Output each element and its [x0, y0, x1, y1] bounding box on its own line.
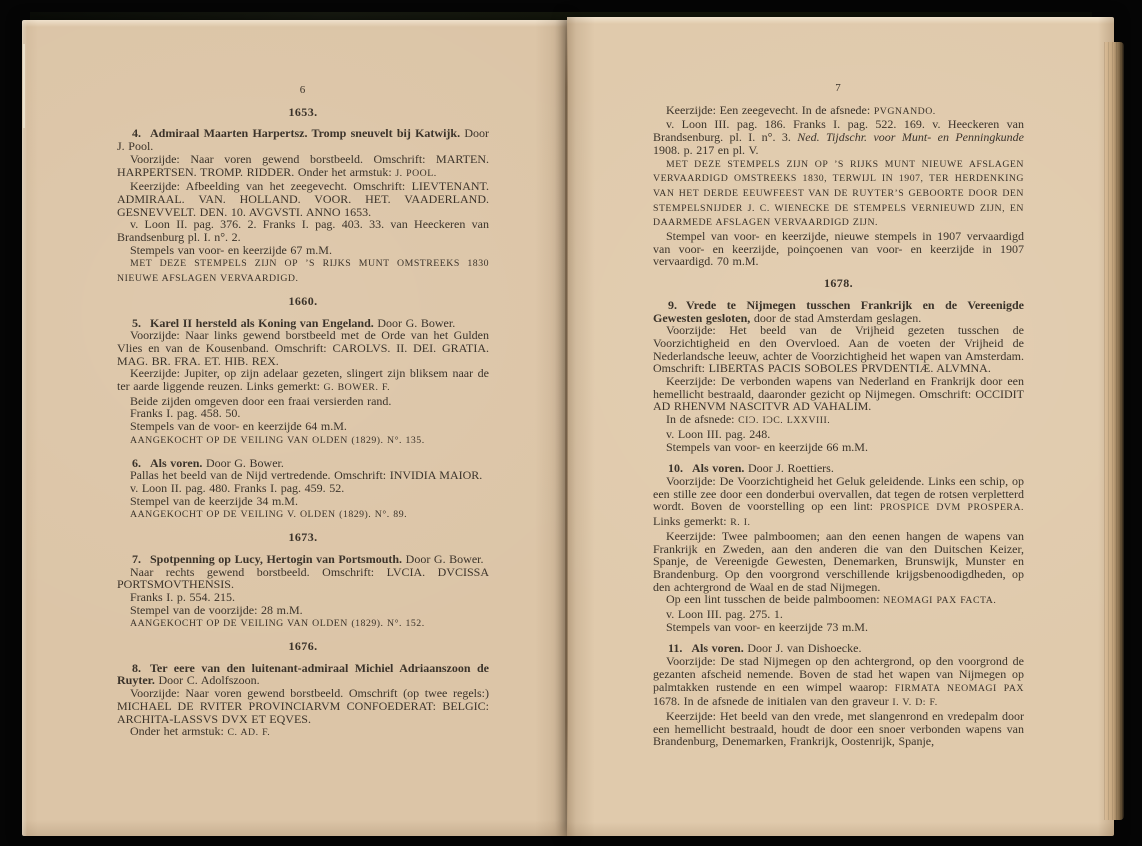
text-run: Voorzijde: De stad Nijmegen op den achtergrond, op den voorgrond de gezanten afscheid nemende. Boven de stad het wapen van Nijmegen op palmtakken rustende en een wimpel waarop: [653, 654, 1024, 694]
text-run: 10. [668, 461, 683, 476]
text-run: Stempel van de voorzijde: 28 m.M. [130, 602, 303, 617]
text-run: Voorzijde: Naar voren gewend borstbeeld. Omschrift: MARTEN. HARPERTSEN. TROMP. RIDDER. Onder het armstuk: [117, 151, 489, 179]
paragraph [653, 530, 1024, 594]
paragraph [117, 256, 489, 285]
text-run: Stempels van voor- en keerzijde 67 m.M. [130, 242, 332, 257]
text-run: Admiraal Maarten Harpertsz. Tromp sneuvelt bij Katwijk. [150, 126, 461, 141]
text-run: Door C. Adolfszoon. [154, 673, 260, 688]
paragraph [653, 413, 1024, 428]
left-page [22, 20, 567, 836]
text-run: CIƆ. IƆC. LXXVIII. [738, 415, 831, 427]
page-stack-edge [1104, 42, 1124, 820]
text-run: Pallas het beeld van de Nijd vertredende. Omschrift: INVIDIA MAIOR. [130, 468, 483, 483]
year-heading: 1676. [288, 639, 318, 654]
paragraph [653, 157, 1024, 231]
right-page [567, 17, 1114, 836]
left-text-block [117, 84, 489, 740]
paragraph [117, 367, 489, 394]
page-edge-highlight [23, 44, 25, 128]
paragraph [653, 230, 1024, 268]
text-run: v. Loon II. pag. 376. 2. Franks I. pag. 403. 33. van Heeckeren van Brandsenburg pl. I. n°. 2. [117, 217, 489, 245]
text-run: G. BOWER. F. [323, 382, 391, 394]
paragraph [117, 329, 489, 367]
text-run: Onder het armstuk: [130, 724, 228, 739]
text-run: Door G. Bower. [373, 315, 456, 330]
text-run: R. I. [730, 517, 751, 529]
text-run: Als voren. [691, 641, 744, 656]
text-run: Stempel van de keerzijde 34 m.M. [130, 493, 298, 508]
paragraph [117, 153, 489, 180]
text-run: 11. [668, 641, 683, 656]
paragraph [117, 566, 489, 591]
text-run: Voorzijde: Naar voren gewend borstbeeld. Omschrift (op twee regels:) MICHAEL DE RVITER PROVINCIARVM CONFOEDERAT: BELGIC: ARCHITA-LASSVS DVX ET EQVES. [117, 686, 489, 726]
text-run: Stempels van de voor- en keerzijde 64 m.M. [130, 419, 347, 434]
text-run: Keerzijde: Het beeld van den vrede, met slangenrond en vredepalm door een hemellicht bestraald, houdt de door een snoer verbonden wapens van Brandenburg, Denemarken, Frankrijk, Oostenrijk, Spanje, [653, 708, 1024, 749]
text-run: I. V. D: F. [892, 697, 938, 709]
text-run: v. Loon II. pag. 480. Franks I. pag. 459. 52. [130, 480, 345, 495]
text-run: 1908. p. 217 en pl. V. [653, 142, 759, 157]
text-run: door de stad Amsterdam geslagen. [750, 310, 922, 325]
paragraph [117, 507, 489, 522]
text-run: Keerzijde: Twee palmboomen; aan den eenen hangen de wapens van Frankrijk en Zweden, aan den anderen die van den Duitschen Keizer, Spanje, de Vereenigde Gewesten, Denemarken, Brunswijk, Munster en Brandenburg. Op den voorgrond verschillende krijgsbenoodigdheden, op den achtergrond de Waal en de stad Nijmegen. [653, 528, 1024, 594]
text-run: Door J. Roettiers. [744, 461, 834, 476]
paragraph [117, 244, 489, 257]
text-run: Beide zijden omgeven door een fraai versierden rand. [130, 393, 392, 408]
text-run: v. Loon III. pag. 248. [666, 426, 771, 441]
text-run: 5. [132, 315, 141, 330]
paragraph [117, 180, 489, 218]
text-run: J. POOL. [395, 167, 437, 179]
entry-paragraph [117, 662, 489, 687]
text-run: v. Loon III. pag. 275. 1. [666, 607, 783, 622]
paragraph [653, 710, 1024, 748]
text-run: Keerzijde: Afbeelding van het zeegevecht. Omschrift: LIEVTENANT. ADMIRAAL. VAN. HOLLAND. VOOR. HET. VAADERLAND. GESNEVVELT. DEN. 10. AVGVSTI. ANNO 1653. [117, 179, 489, 219]
text-run: AANGEKOCHT OP DE VEILING VAN OLDEN (1829). N°. 152. [130, 618, 425, 630]
text-run: 8. [132, 660, 141, 675]
paragraph [653, 593, 1024, 608]
year-heading: 1660. [288, 293, 318, 308]
paragraph [653, 441, 1024, 454]
text-run: 7. [132, 551, 141, 566]
text-run: Stempel van voor- en keerzijde, nieuwe stempels in 1907 vervaardigd van voor- en keerzijde, poinçoenen van voor- en keerzijde in 1907 vervaardigd. 70 m.M. [653, 229, 1024, 269]
book-gutter-crease [565, 22, 568, 834]
text-run: PROSPICE DVM PROSPERA. [879, 502, 1024, 514]
text-run: Franks I. pag. 458. 50. [130, 406, 241, 421]
year-heading: 1678. [824, 276, 853, 291]
paragraph [653, 375, 1024, 413]
text-run: Keerzijde: Een zeegevecht. In de afsnede: [666, 102, 874, 117]
paragraph [117, 687, 489, 725]
text-run: Als voren. [692, 461, 745, 476]
text-run: Franks I. p. 554. 215. [130, 589, 236, 604]
paragraph [653, 655, 1024, 710]
year-heading: 1653. [288, 104, 318, 119]
text-run: Vrede te Nijmegen tusschen Frankrijk en de Vereenigde Gewesten gesloten, [653, 297, 1024, 325]
text-run: AANGEKOCHT OP DE VEILING VAN OLDEN (1829). N°. 135. [130, 434, 425, 446]
text-run: 9. [668, 297, 677, 312]
text-run: Karel II hersteld als Koning van Engeland. [150, 315, 374, 330]
page-number-right: 7 [835, 82, 842, 94]
text-run: Links gemerkt: [653, 514, 731, 529]
text-run: FIRMATA NEOMAGI PAX [894, 682, 1025, 694]
text-run: AANGEKOCHT OP DE VEILING V. OLDEN (1829). N°. 89. [130, 509, 408, 521]
entry-paragraph [653, 299, 1024, 324]
text-run: Door G. Bower. [202, 455, 284, 470]
text-run: Spotpenning op Lucy, Hertogin van Portsmouth. [150, 551, 403, 566]
paragraph [117, 495, 489, 508]
text-run: 6. [132, 455, 141, 470]
text-run: Als voren. [150, 455, 203, 470]
text-run: Ned. Tijdschr. voor Munt- en Penningkunde [797, 130, 1024, 145]
year-heading: 1673. [288, 530, 318, 545]
paragraph [117, 420, 489, 433]
paragraph [117, 604, 489, 617]
paragraph [653, 475, 1024, 530]
paragraph [653, 621, 1024, 634]
text-run: Naar rechts gewend borstbeeld. Omschrift: LVCIA. DVCISSA PORTSMOVTHENSIS. [117, 564, 489, 592]
paragraph [653, 104, 1024, 119]
text-run: Keerzijde: Jupiter, op zijn adelaar gezeten, slingert zijn bliksem naar de ter aarde liggende reuzen. Links gemerkt: [117, 366, 489, 394]
paragraph [653, 118, 1024, 156]
text-run: Voorzijde: Naar links gewend borstbeeld met de Orde van het Gulden Vlies en van de Kousenband. Omschrift: CAROLVS. II. DEI. GRATIA. MAG. BR. FRA. ET. HIB. REX. [117, 328, 489, 368]
text-run: Stempels van voor- en keerzijde 73 m.M. [666, 619, 868, 634]
paragraph [117, 218, 489, 243]
paragraph [117, 725, 489, 740]
page-number-left: 6 [299, 84, 307, 96]
text-run: In de afsnede: [666, 412, 739, 427]
paragraph [653, 324, 1024, 375]
text-run: PVGNANDO. [873, 105, 936, 117]
text-run: Voorzijde: De Voorzichtigheid het Geluk geleidende. Links een schip, op een stille zee door een donderbui overvallen, dat tegen de rotsen verpletterd wordt. Boven de voorstelling op een lint: [653, 473, 1024, 514]
text-run: MET DEZE STEMPELS ZIJN OP ’S RIJKS MUNT OMSTREEKS 1830 NIEUWE AFSLAGEN VERVAARDIGD. [117, 258, 489, 285]
text-run: Voorzijde: Het beeld van de Vrijheid gezeten tusschen de Voorzichtigheid en den Overvloed. Aan de voeten der Vrijheid de Nederlandsche leeuw, achter de Voorzichtigheid het wapen van Amsterdam. Omschrift: LIBERTAS PACIS SOBOLES PRVDENTIÆ. ALVMNA. [653, 323, 1024, 376]
text-run: 4. [132, 126, 141, 141]
text-run: MET DEZE STEMPELS ZIJN OP ’S RIJKS MUNT NIEUWE AFSLAGEN VERVAARDIGD OMSTREEKS 1830, TERWIJL IN 1907, TER HERDENKING VAN HET DERDE EEUWFEEST VAN DE RUYTER’S GEBOORTE DOOR DEN STEMPELSNIJDER J. C. WIENECKE DE STEMPELS VERNIEUWD ZIJN, EN DAARMEDE AFSLAGEN VERVAARDIGD ZIJN. [653, 158, 1024, 229]
text-run: Door J. Pool. [117, 126, 489, 154]
right-text-block [653, 82, 1024, 748]
text-run: NEOMAGI PAX FACTA. [883, 595, 997, 607]
text-run: 1678. In de afsnede de initialen van den graveur [653, 694, 893, 709]
paragraph [117, 433, 489, 448]
text-run: Stempels van voor- en keerzijde 66 m.M. [666, 439, 868, 454]
entry-paragraph [117, 127, 489, 152]
text-run: C. AD. F. [227, 727, 271, 739]
text-run: Door J. van Dishoecke. [743, 641, 862, 656]
left-page-content [117, 106, 489, 740]
right-page-content [653, 104, 1024, 748]
text-run: v. Loon III. pag. 186. Franks I. pag. 522. 169. v. Heeckeren van Brandsenburg. pl. I. n°. 3. [653, 117, 1024, 145]
text-run: Door G. Bower. [402, 551, 484, 566]
paragraph [117, 616, 489, 631]
text-run: Ter eere van den luitenant-admiraal Michiel Adriaanszoon de Ruyter. [117, 660, 489, 688]
text-run: Keerzijde: De verbonden wapens van Nederland en Frankrijk door een hemellicht bestraald, daaronder gezicht op Nijmegen. Omschrift: OCCIDIT AD RHENVM NASCITVR AD VAHALIM. [653, 374, 1024, 414]
text-run: Op een lint tusschen de beide palmboomen: [666, 592, 884, 607]
